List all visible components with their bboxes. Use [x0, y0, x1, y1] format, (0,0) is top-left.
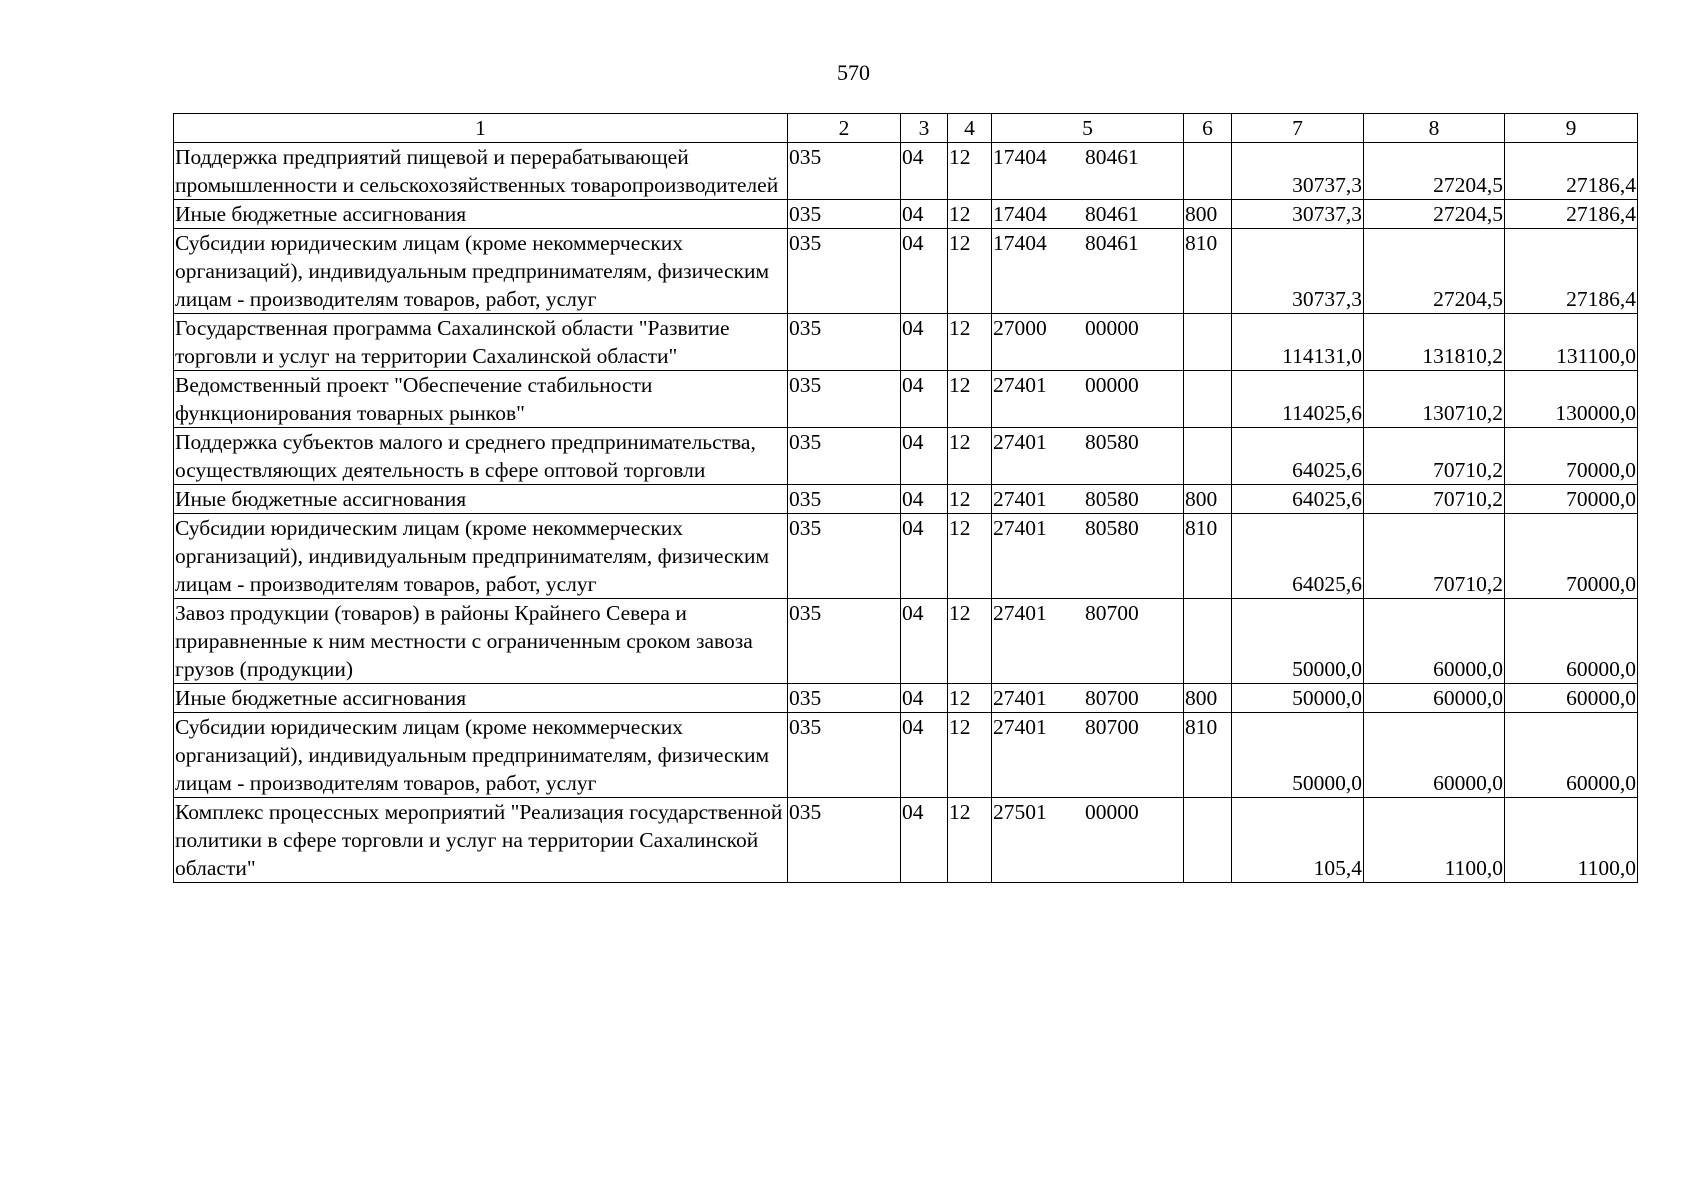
amount-col-8: 27204,5	[1364, 229, 1505, 314]
section-code: 04	[901, 798, 948, 883]
expense-type-code: 810	[1184, 713, 1232, 798]
program-code: 27401	[993, 487, 1047, 511]
target-article-code	[992, 684, 1184, 713]
target-article-code	[992, 428, 1184, 485]
amount-col-9: 70000,0	[1505, 514, 1638, 599]
subsection-code: 12	[948, 798, 992, 883]
ministry-code: 035	[788, 514, 901, 599]
amount-col-8: 60000,0	[1364, 599, 1505, 684]
amount-col-9: 60000,0	[1505, 713, 1638, 798]
table-row	[174, 485, 1638, 514]
target-article-code	[992, 798, 1184, 883]
section-code: 04	[901, 200, 948, 229]
target-article-code	[992, 713, 1184, 798]
subsection-code: 12	[948, 485, 992, 514]
ministry-code: 035	[788, 428, 901, 485]
header-cell-3: 3	[901, 114, 948, 143]
program-code: 17404	[993, 202, 1047, 226]
table-row	[174, 798, 1638, 883]
header-row	[174, 114, 1638, 143]
row-name: Государственная программа Сахалинской области "Развитие торговли и услуг на территории Сахалинской области"	[174, 314, 788, 371]
ministry-code: 035	[788, 371, 901, 428]
amount-col-8: 60000,0	[1364, 713, 1505, 798]
program-code: 17404	[993, 231, 1047, 255]
section-code: 04	[901, 371, 948, 428]
ministry-code: 035	[788, 599, 901, 684]
amount-col-8: 130710,2	[1364, 371, 1505, 428]
target-article-code	[992, 371, 1184, 428]
amount-col-9: 60000,0	[1505, 684, 1638, 713]
amount-col-7: 50000,0	[1232, 713, 1364, 798]
row-name: Субсидии юридическим лицам (кроме некоммерческих организаций), индивидуальным предпринимателям, физическим лицам - производителям товаров, работ, услуг	[174, 514, 788, 599]
amount-col-9: 70000,0	[1505, 485, 1638, 514]
amount-col-9: 27186,4	[1505, 229, 1638, 314]
amount-col-9: 27186,4	[1505, 200, 1638, 229]
subsection-code: 12	[948, 514, 992, 599]
amount-col-7: 64025,6	[1232, 428, 1364, 485]
program-code: 27401	[993, 430, 1047, 454]
subsection-code: 12	[948, 143, 992, 200]
subsection-code: 12	[948, 599, 992, 684]
amount-col-7: 64025,6	[1232, 485, 1364, 514]
direction-code: 80700	[1085, 601, 1139, 625]
expense-type-code	[1184, 798, 1232, 883]
direction-code: 80461	[1085, 145, 1139, 169]
subsection-code: 12	[948, 371, 992, 428]
budget-table	[173, 113, 1638, 883]
subsection-code: 12	[948, 229, 992, 314]
expense-type-code: 800	[1184, 200, 1232, 229]
direction-code: 80580	[1085, 430, 1139, 454]
amount-col-8: 27204,5	[1364, 200, 1505, 229]
direction-code: 80700	[1085, 686, 1139, 710]
row-name: Субсидии юридическим лицам (кроме некоммерческих организаций), индивидуальным предпринимателям, физическим лицам - производителям товаров, работ, услуг	[174, 229, 788, 314]
section-code: 04	[901, 485, 948, 514]
section-code: 04	[901, 314, 948, 371]
header-cell-5: 5	[992, 114, 1184, 143]
direction-code: 80461	[1085, 231, 1139, 255]
program-code: 27401	[993, 601, 1047, 625]
amount-col-8: 1100,0	[1364, 798, 1505, 883]
section-code: 04	[901, 229, 948, 314]
expense-type-code	[1184, 371, 1232, 428]
subsection-code: 12	[948, 200, 992, 229]
row-name: Субсидии юридическим лицам (кроме некоммерческих организаций), индивидуальным предпринимателям, физическим лицам - производителям товаров, работ, услуг	[174, 713, 788, 798]
row-name: Завоз продукции (товаров) в районы Крайнего Севера и приравненные к ним местности с ограниченным сроком завоза грузов (продукции)	[174, 599, 788, 684]
expense-type-code: 800	[1184, 485, 1232, 514]
direction-code: 00000	[1085, 373, 1139, 397]
amount-col-7: 50000,0	[1232, 684, 1364, 713]
amount-col-9: 1100,0	[1505, 798, 1638, 883]
amount-col-8: 70710,2	[1364, 485, 1505, 514]
header-cell-1: 1	[174, 114, 788, 143]
direction-code: 80580	[1085, 487, 1139, 511]
ministry-code: 035	[788, 143, 901, 200]
target-article-code	[992, 485, 1184, 514]
table-row	[174, 200, 1638, 229]
table-row	[174, 143, 1638, 200]
row-name: Комплекс процессных мероприятий "Реализация государственной политики в сфере торговли и услуг на территории Сахалинской области"	[174, 798, 788, 883]
ministry-code: 035	[788, 798, 901, 883]
expense-type-code: 810	[1184, 229, 1232, 314]
direction-code: 80461	[1085, 202, 1139, 226]
ministry-code: 035	[788, 314, 901, 371]
section-code: 04	[901, 599, 948, 684]
section-code: 04	[901, 713, 948, 798]
amount-col-7: 105,4	[1232, 798, 1364, 883]
subsection-code: 12	[948, 428, 992, 485]
amount-col-8: 60000,0	[1364, 684, 1505, 713]
amount-col-7: 30737,3	[1232, 143, 1364, 200]
page-number: 570	[837, 60, 870, 85]
row-name: Поддержка предприятий пищевой и перерабатывающей промышленности и сельскохозяйственных товаропроизводителей	[174, 143, 788, 200]
expense-type-code	[1184, 428, 1232, 485]
ministry-code: 035	[788, 229, 901, 314]
table-row	[174, 713, 1638, 798]
section-code: 04	[901, 684, 948, 713]
amount-col-8: 70710,2	[1364, 428, 1505, 485]
program-code: 27401	[993, 686, 1047, 710]
ministry-code: 035	[788, 684, 901, 713]
table-row	[174, 684, 1638, 713]
table-row	[174, 229, 1638, 314]
program-code: 27501	[993, 800, 1047, 824]
amount-col-7: 30737,3	[1232, 200, 1364, 229]
table-row	[174, 514, 1638, 599]
row-name: Иные бюджетные ассигнования	[174, 684, 788, 713]
target-article-code	[992, 314, 1184, 371]
section-code: 04	[901, 428, 948, 485]
header-cell-8: 8	[1364, 114, 1505, 143]
direction-code: 80580	[1085, 516, 1139, 540]
header-cell-2: 2	[788, 114, 901, 143]
amount-col-8: 27204,5	[1364, 143, 1505, 200]
amount-col-8: 131810,2	[1364, 314, 1505, 371]
direction-code: 00000	[1085, 316, 1139, 340]
header-cell-4: 4	[948, 114, 992, 143]
program-code: 27000	[993, 316, 1047, 340]
table-row	[174, 314, 1638, 371]
amount-col-9: 131100,0	[1505, 314, 1638, 371]
amount-col-7: 30737,3	[1232, 229, 1364, 314]
target-article-code	[992, 514, 1184, 599]
ministry-code: 035	[788, 713, 901, 798]
amount-col-7: 50000,0	[1232, 599, 1364, 684]
table-row	[174, 599, 1638, 684]
amount-col-9: 130000,0	[1505, 371, 1638, 428]
section-code: 04	[901, 143, 948, 200]
amount-col-9: 70000,0	[1505, 428, 1638, 485]
target-article-code	[992, 143, 1184, 200]
program-code: 17404	[993, 145, 1047, 169]
section-code: 04	[901, 514, 948, 599]
expense-type-code	[1184, 599, 1232, 684]
amount-col-7: 114131,0	[1232, 314, 1364, 371]
amount-col-7: 64025,6	[1232, 514, 1364, 599]
row-name: Иные бюджетные ассигнования	[174, 485, 788, 514]
expense-type-code	[1184, 143, 1232, 200]
target-article-code	[992, 229, 1184, 314]
ministry-code: 035	[788, 200, 901, 229]
amount-col-8: 70710,2	[1364, 514, 1505, 599]
subsection-code: 12	[948, 314, 992, 371]
row-name: Поддержка субъектов малого и среднего предпринимательства, осуществляющих деятельность в сфере оптовой торговли	[174, 428, 788, 485]
target-article-code	[992, 200, 1184, 229]
program-code: 27401	[993, 516, 1047, 540]
header-cell-7: 7	[1232, 114, 1364, 143]
ministry-code: 035	[788, 485, 901, 514]
subsection-code: 12	[948, 713, 992, 798]
subsection-code: 12	[948, 684, 992, 713]
table-row	[174, 371, 1638, 428]
expense-type-code	[1184, 314, 1232, 371]
amount-col-7: 114025,6	[1232, 371, 1364, 428]
amount-col-9: 60000,0	[1505, 599, 1638, 684]
direction-code: 00000	[1085, 800, 1139, 824]
row-name: Иные бюджетные ассигнования	[174, 200, 788, 229]
program-code: 27401	[993, 715, 1047, 739]
target-article-code	[992, 599, 1184, 684]
expense-type-code: 800	[1184, 684, 1232, 713]
table-row	[174, 428, 1638, 485]
direction-code: 80700	[1085, 715, 1139, 739]
row-name: Ведомственный проект "Обеспечение стабильности функционирования товарных рынков"	[174, 371, 788, 428]
expense-type-code: 810	[1184, 514, 1232, 599]
header-cell-9: 9	[1505, 114, 1638, 143]
program-code: 27401	[993, 373, 1047, 397]
amount-col-9: 27186,4	[1505, 143, 1638, 200]
header-cell-6: 6	[1184, 114, 1232, 143]
